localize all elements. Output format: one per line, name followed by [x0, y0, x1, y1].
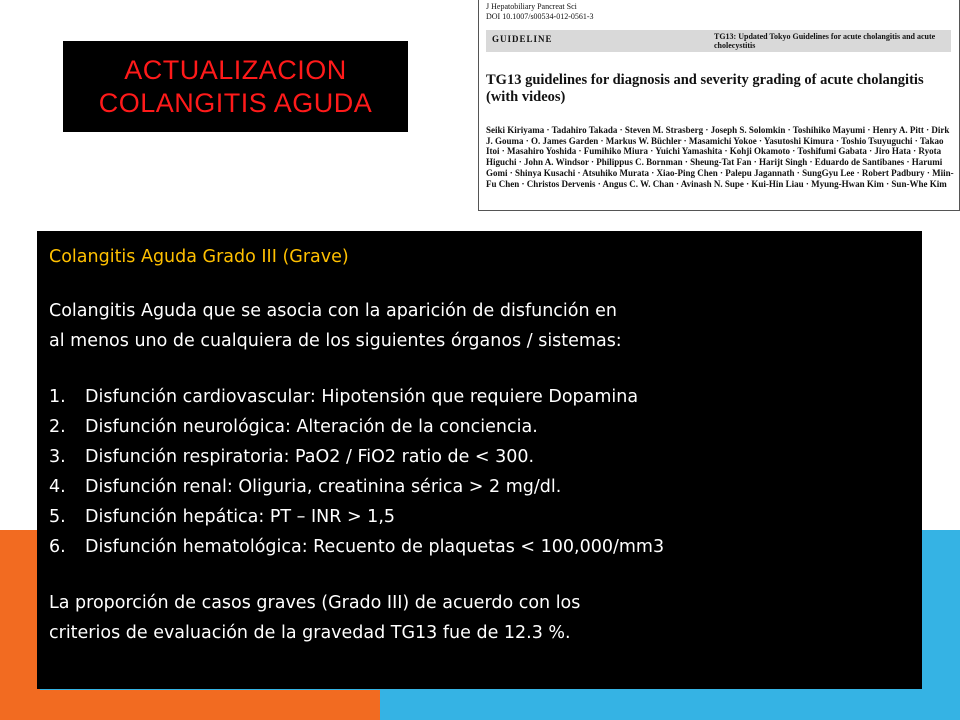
paper-excerpt-image: [478, 0, 960, 211]
list-item-number: 5.: [49, 507, 66, 527]
paper-title: TG13 guidelines for diagnosis and severity grading of acute cholangitis (with videos): [486, 72, 924, 105]
decorative-blue-bottom-band: [380, 690, 960, 720]
paper-guideline-bar: [486, 30, 951, 52]
organ-dysfunction-list: [49, 382, 910, 562]
list-item-text: Disfunción hematológica: Recuento de plaquetas < 100,000/mm3: [85, 537, 665, 557]
paper-journal-info: [486, 2, 594, 22]
paper-doi: DOI 10.1007/s00534-012-0561-3: [486, 12, 594, 21]
paper-section-title: TG13: Updated Tokyo Guidelines for acute cholangitis and acute cholecystitis: [714, 32, 936, 50]
conclusion-paragraph: [49, 588, 910, 648]
content-panel: [37, 231, 922, 689]
intro-paragraph: [49, 296, 910, 356]
list-item-text: Disfunción cardiovascular: Hipotensión que requiere Dopamina: [85, 387, 639, 407]
list-item: [49, 532, 910, 562]
slide-title-line2: COLANGITIS AGUDA: [98, 87, 373, 118]
list-item-text: Disfunción renal: Oliguria, creatinina sérica > 2 mg/dl.: [85, 477, 562, 497]
conclusion-line-2: criterios de evaluación de la gravedad TG13 fue de 12.3 %.: [49, 623, 571, 643]
list-item-number: 2.: [49, 417, 66, 437]
list-item-number: 4.: [49, 477, 66, 497]
list-item-number: 1.: [49, 387, 66, 407]
slide-title-line1: ACTUALIZACION: [124, 54, 347, 85]
paper-authors: Seiki Kiriyama · Tadahiro Takada · Steven M. Strasberg · Joseph S. Solomkin · Toshihiko Mayumi · Henry A. Pitt · Dirk J. Gouma · O. James Garden · Markus W. Büchler · Masamichi Yokoe · Yasutoshi Kimura · Toshio Tsuyuguchi · Takao Itoi · Masahiro Yoshida · Fumihiko Miura · Yuichi Yamashita · Kohji Okamoto · Toshifumi Gabata · Jiro Hata · Ryota Higuchi · John A. Windsor · Philippus C. Bornman · Sheung-Tat Fan · Harijt Singh · Eduardo de Santibanes · Harumi Gomi · Shinya Kusachi · Atsuhiko Murata · Xiao-Ping Chen · Palepu Jagannath · SungGyu Lee · Robert Padbury · Miin-Fu Chen · Christos Dervenis · Angus C. W. Chan · Avinash N. Supe · Kui-Hin Liau · Myung-Hwan Kim · Sun-Whe Kim: [486, 125, 954, 189]
list-item: [49, 442, 910, 472]
intro-line-2: al menos uno de cualquiera de los siguientes órganos / sistemas:: [49, 331, 622, 351]
list-item: [49, 472, 910, 502]
list-item-number: 6.: [49, 537, 66, 557]
list-item: [49, 502, 910, 532]
conclusion-line-1: La proporción de casos graves (Grado III) de acuerdo con los: [49, 593, 581, 613]
intro-line-1: Colangitis Aguda que se asocia con la aparición de disfunción en: [49, 301, 617, 321]
list-item-text: Disfunción neurológica: Alteración de la conciencia.: [85, 417, 538, 437]
list-item-number: 3.: [49, 447, 66, 467]
paper-journal-name: J Hepatobiliary Pancreat Sci: [486, 2, 577, 11]
list-item-text: Disfunción hepática: PT – INR > 1,5: [85, 507, 396, 527]
paper-guideline-label: GUIDELINE: [492, 34, 553, 44]
list-item: [49, 412, 910, 442]
slide-title: [63, 41, 408, 132]
list-item: [49, 382, 910, 412]
list-item-text: Disfunción respiratoria: PaO2 / FiO2 ratio de < 300.: [85, 447, 535, 467]
content-heading: Colangitis Aguda Grado III (Grave): [49, 247, 349, 267]
